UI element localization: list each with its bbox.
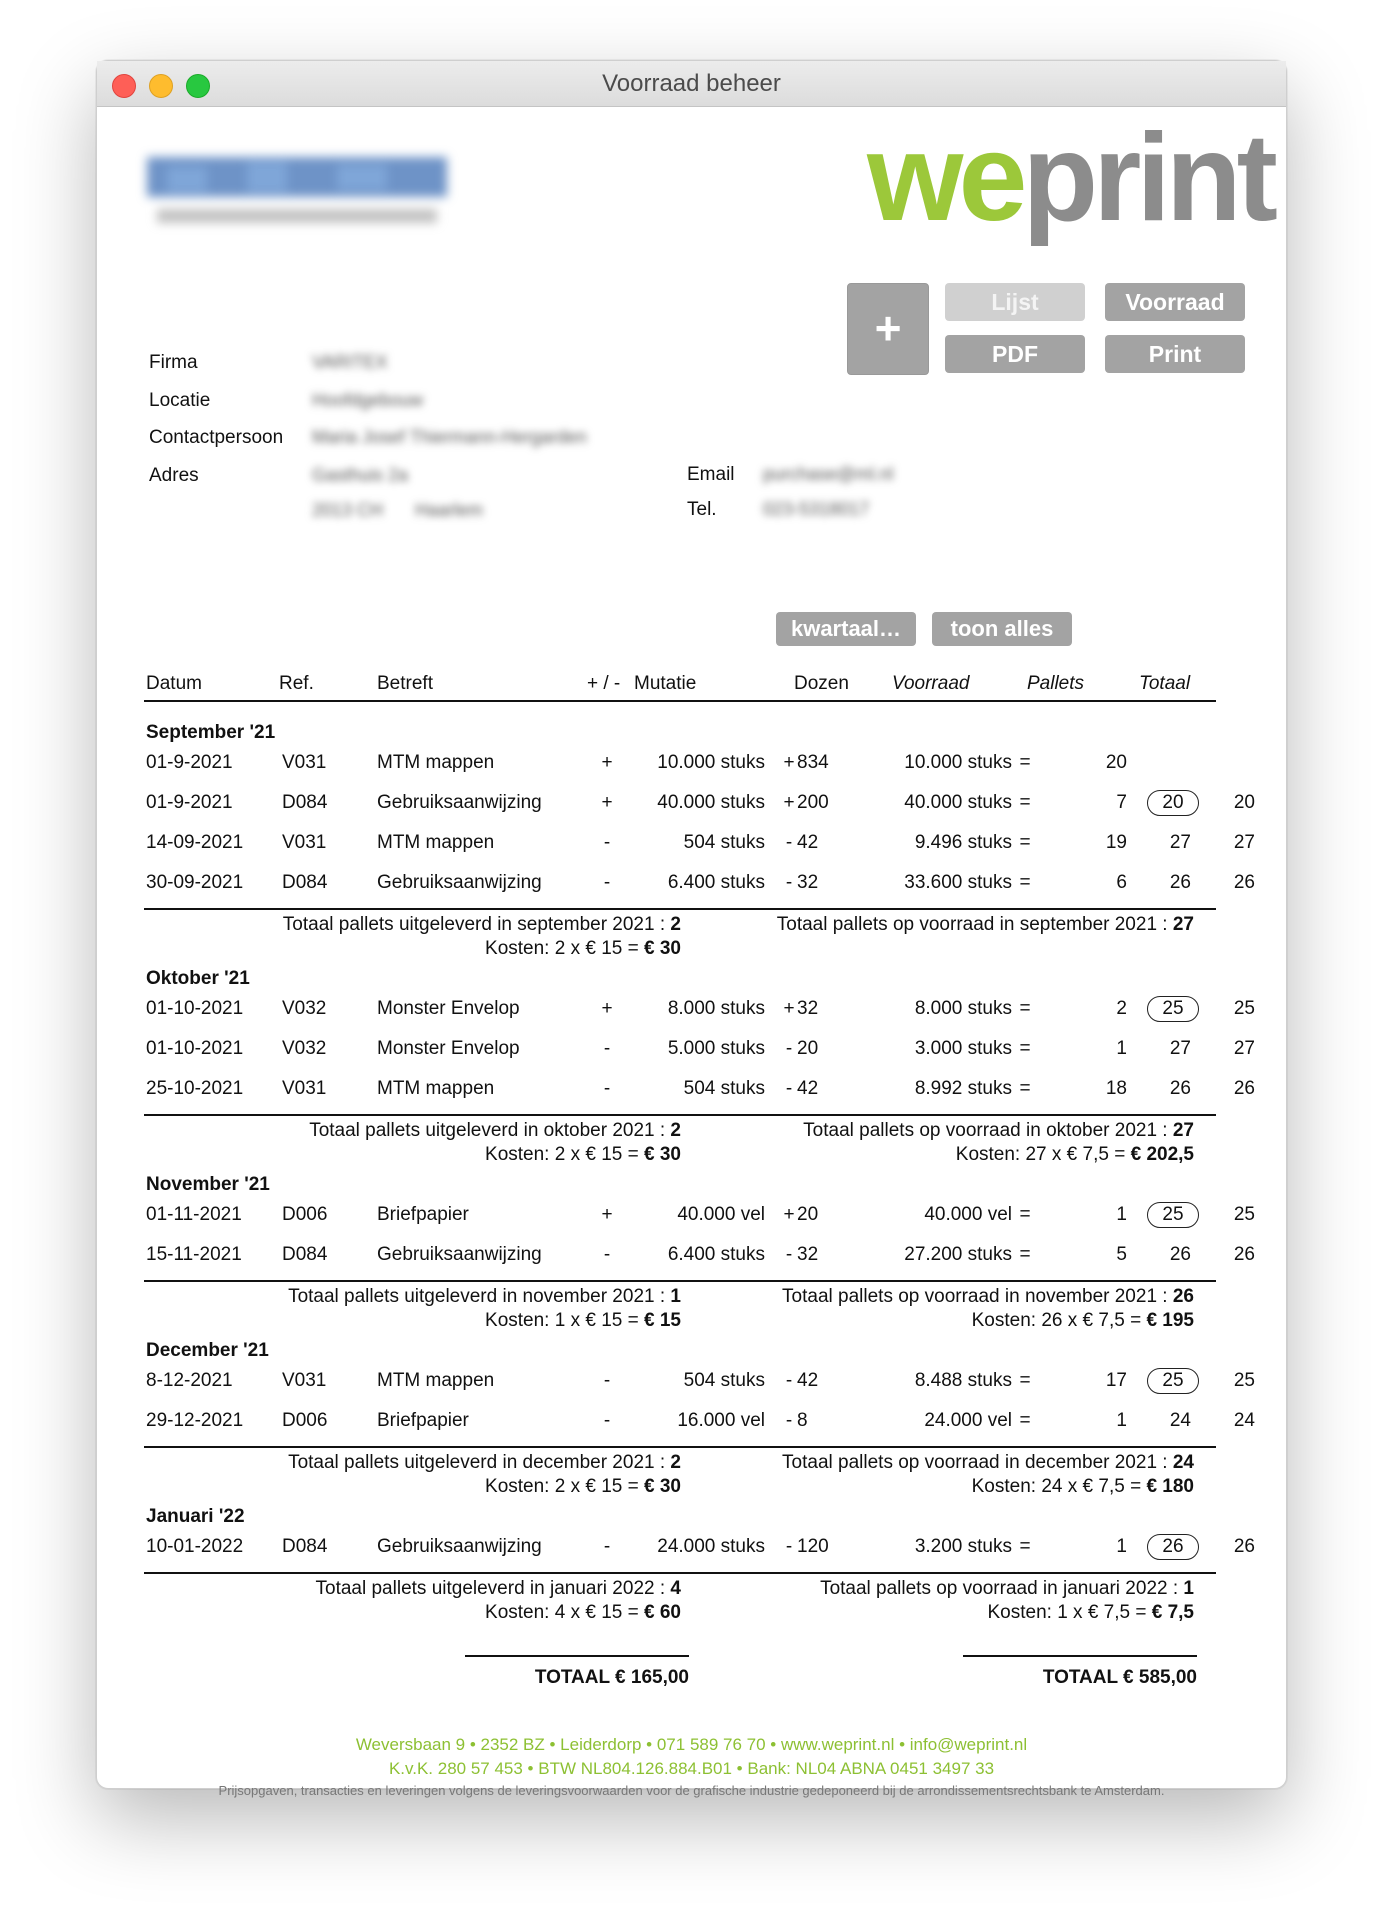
cell-last: 25 <box>1233 1204 1255 1225</box>
month-voorraad-kosten <box>634 1602 1194 1624</box>
cell-mutatie: 504 stuks <box>683 832 765 853</box>
cell-mutatie: 5.000 stuks <box>667 1038 765 1059</box>
circled-total-badge: 25 <box>1147 1202 1199 1228</box>
tel-label: Tel. <box>687 499 717 520</box>
month-uitgeleverd-total-label: Totaal pallets uitgeleverd in december 2021 : <box>288 1452 666 1473</box>
cell-dsign: - <box>785 1370 793 1391</box>
month-voorraad-kosten-value: € 180 <box>1146 1476 1194 1497</box>
cell-sign: - <box>603 1370 611 1391</box>
cell-datum: 01-11-2021 <box>146 1204 242 1225</box>
cell-pallets: 2 <box>1116 998 1127 1019</box>
circled-total-badge: 25 <box>1147 1368 1199 1394</box>
contactpersoon-label: Contactpersoon <box>149 427 284 448</box>
circled-total-badge: 26 <box>1147 1534 1199 1560</box>
cell-last: 20 <box>1233 792 1255 813</box>
cell-dozen: 8 <box>797 1410 808 1431</box>
month-uitgeleverd-kosten <box>121 1602 681 1624</box>
postcode-value: 2013 CH <box>312 500 384 520</box>
cell-voorraad: 40.000 stuks <box>904 792 1012 813</box>
cell-eq: = <box>1019 1038 1031 1059</box>
cell-mutatie: 504 stuks <box>683 1370 765 1391</box>
cell-dsign: - <box>785 872 793 893</box>
month-voorraad-total-value: 1 <box>1183 1578 1194 1599</box>
cell-datum: 15-11-2021 <box>146 1244 242 1265</box>
cell-totaal: 24 <box>1169 1410 1191 1431</box>
table-header <box>97 673 1286 703</box>
table-row[interactable] <box>97 1038 1286 1068</box>
cell-mutatie: 10.000 stuks <box>657 752 765 773</box>
table-row[interactable] <box>97 832 1286 862</box>
cell-dsign: + <box>783 752 795 773</box>
month-voorraad-total-label: Totaal pallets op voorraad in november 2021 : <box>782 1286 1168 1307</box>
cell-voorraad: 40.000 vel <box>924 1204 1012 1225</box>
cell-datum: 01-9-2021 <box>146 792 233 813</box>
cell-totaal: 27 <box>1169 832 1191 853</box>
firma-value: VARITEX <box>312 352 388 372</box>
month-voorraad-total-label: Totaal pallets op voorraad in september 2021 : <box>776 914 1168 935</box>
grand-total-voorraad: TOTAAL € 585,00 <box>1042 1667 1197 1688</box>
cell-pallets: 1 <box>1116 1410 1127 1431</box>
cell-pallets: 18 <box>1105 1078 1127 1099</box>
month-voorraad-kosten-label: Kosten: 1 x € 7,5 = <box>987 1602 1147 1623</box>
cell-eq: = <box>1019 872 1031 893</box>
cell-eq: = <box>1019 792 1031 813</box>
month-voorraad-total <box>634 1286 1194 1308</box>
cell-sign: - <box>603 872 611 893</box>
month-heading: November '21 <box>146 1174 270 1195</box>
cell-eq: = <box>1019 1410 1031 1431</box>
month-voorraad-kosten-label: Kosten: 27 x € 7,5 = <box>955 1144 1126 1165</box>
month-voorraad-total-label: Totaal pallets op voorraad in oktober 2021 : <box>803 1120 1168 1141</box>
month-uitgeleverd-total-label: Totaal pallets uitgeleverd in september 2021 : <box>282 914 666 935</box>
cell-last: 26 <box>1233 1244 1255 1265</box>
cell-betreft: Briefpapier <box>377 1204 469 1225</box>
month-voorraad-total-value: 24 <box>1172 1452 1194 1473</box>
cell-betreft: Gebruiksaanwijzing <box>377 1536 542 1557</box>
cell-voorraad: 33.600 stuks <box>904 872 1012 893</box>
cell-datum: 29-12-2021 <box>146 1410 244 1431</box>
email-label: Email <box>687 464 735 485</box>
cell-mutatie: 504 stuks <box>683 1078 765 1099</box>
month-uitgeleverd-total-label: Totaal pallets uitgeleverd in januari 2022 : <box>315 1578 666 1599</box>
grand-right-rule <box>963 1655 1197 1657</box>
cell-betreft: MTM mappen <box>377 832 495 853</box>
month-uitgeleverd-kosten-label: Kosten: 1 x € 15 = <box>485 1310 639 1331</box>
month-uitgeleverd-kosten <box>121 938 681 960</box>
cell-voorraad: 24.000 vel <box>924 1410 1012 1431</box>
month-voorraad-total-value: 27 <box>1172 1120 1194 1141</box>
cell-last: 27 <box>1233 832 1255 853</box>
firma-label: Firma <box>149 352 198 373</box>
cell-last: 25 <box>1233 998 1255 1019</box>
cell-dozen: 42 <box>797 1078 819 1099</box>
month-uitgeleverd-kosten-value: € 30 <box>644 1476 681 1497</box>
cell-betreft: Monster Envelop <box>377 1038 520 1059</box>
cell-ref: D006 <box>282 1410 328 1431</box>
month-voorraad-kosten-label: Kosten: 26 x € 7,5 = <box>971 1310 1142 1331</box>
cell-mutatie: 24.000 stuks <box>657 1536 765 1557</box>
cell-ref: V031 <box>282 1078 327 1099</box>
circled-total-badge: 25 <box>1147 996 1199 1022</box>
col-dozen: Dozen <box>794 673 849 694</box>
month-uitgeleverd-total <box>121 1120 681 1142</box>
month-rule <box>144 908 1216 910</box>
col-datum: Datum <box>146 673 202 694</box>
cell-last: 26 <box>1233 1536 1255 1557</box>
cell-betreft: Gebruiksaanwijzing <box>377 872 542 893</box>
cell-dozen: 20 <box>797 1038 819 1059</box>
add-button[interactable]: + <box>847 283 929 375</box>
col-mutatie: Mutatie <box>634 673 697 694</box>
cell-mutatie: 16.000 vel <box>677 1410 765 1431</box>
cell-voorraad: 8.992 stuks <box>914 1078 1012 1099</box>
cell-datum: 01-10-2021 <box>146 998 244 1019</box>
cell-dozen: 834 <box>797 752 829 773</box>
month-uitgeleverd-total <box>121 914 681 936</box>
cell-sign: - <box>603 832 611 853</box>
cell-last: 24 <box>1233 1410 1255 1431</box>
voorraad-button[interactable]: Voorraad <box>1105 283 1245 321</box>
cell-pallets: 1 <box>1116 1204 1127 1225</box>
month-uitgeleverd-kosten-value: € 30 <box>644 938 681 959</box>
cell-last: 26 <box>1233 872 1255 893</box>
window-title: Voorraad beheer <box>602 70 781 97</box>
cell-pallets: 5 <box>1116 1244 1127 1265</box>
document-content <box>97 107 1286 1798</box>
cell-betreft: MTM mappen <box>377 1370 495 1391</box>
grand-left-rule <box>465 1655 689 1657</box>
cell-dsign: - <box>785 1244 793 1265</box>
locatie-label: Locatie <box>149 390 211 411</box>
kwartaal-button[interactable]: kwartaal… <box>776 612 916 646</box>
contactpersoon-value: Maria Josef Thiermann-Hergarden <box>312 427 587 447</box>
cell-sign: + <box>601 1204 613 1225</box>
table-row[interactable] <box>97 792 1286 822</box>
cell-betreft: Monster Envelop <box>377 998 520 1019</box>
cell-ref: V032 <box>282 1038 327 1059</box>
cell-betreft: MTM mappen <box>377 1078 495 1099</box>
col-voorraad: Voorraad <box>892 673 970 694</box>
month-uitgeleverd-kosten-value: € 30 <box>644 1144 681 1165</box>
adres-value: Gasthuis 2a <box>312 465 409 485</box>
footer-company-info: K.v.K. 280 57 453 • BTW NL804.126.884.B01 • Bank: NL04 ABNA 0451 3497 33 <box>388 1759 995 1778</box>
month-uitgeleverd-total-value: 2 <box>670 1452 681 1473</box>
cell-mutatie: 40.000 vel <box>677 1204 765 1225</box>
table-row[interactable] <box>97 872 1286 902</box>
cell-totaal: 26 <box>1169 1078 1191 1099</box>
month-voorraad-kosten-label: Kosten: 24 x € 7,5 = <box>971 1476 1142 1497</box>
month-uitgeleverd-total-label: Totaal pallets uitgeleverd in oktober 2021 : <box>309 1120 666 1141</box>
client-logo-image <box>137 147 467 247</box>
cell-eq: = <box>1019 1370 1031 1391</box>
month-uitgeleverd-total-label: Totaal pallets uitgeleverd in november 2021 : <box>288 1286 666 1307</box>
cell-dsign: - <box>785 1038 793 1059</box>
cell-sign: - <box>603 1038 611 1059</box>
month-voorraad-total-value: 27 <box>1172 914 1194 935</box>
cell-eq: = <box>1019 1078 1031 1099</box>
tel-value: 023-5318017 <box>763 499 870 519</box>
col-plusmin: + / - <box>587 673 621 694</box>
cell-eq: = <box>1019 752 1031 773</box>
cell-dozen: 200 <box>797 792 829 813</box>
cell-pallets: 20 <box>1105 752 1127 773</box>
table-row[interactable] <box>97 998 1286 1028</box>
cell-datum: 30-09-2021 <box>146 872 244 893</box>
month-voorraad-total-value: 26 <box>1172 1286 1194 1307</box>
title-bar[interactable] <box>97 61 1286 107</box>
cell-dozen: 42 <box>797 832 819 853</box>
cell-ref: V031 <box>282 1370 327 1391</box>
cell-ref: V032 <box>282 998 327 1019</box>
cell-mutatie: 8.000 stuks <box>667 998 765 1019</box>
col-ref: Ref. <box>279 673 314 694</box>
cell-dsign: + <box>783 792 795 813</box>
cell-datum: 01-10-2021 <box>146 1038 244 1059</box>
month-uitgeleverd-total <box>121 1286 681 1308</box>
cell-voorraad: 8.488 stuks <box>914 1370 1012 1391</box>
cell-sign: + <box>601 792 613 813</box>
cell-datum: 8-12-2021 <box>146 1370 233 1391</box>
col-totaal: Totaal <box>1139 673 1191 694</box>
cell-voorraad: 10.000 stuks <box>904 752 1012 773</box>
header-rule <box>144 700 1216 702</box>
month-voorraad-total-label: Totaal pallets op voorraad in januari 2022 : <box>820 1578 1179 1599</box>
cell-betreft: Gebruiksaanwijzing <box>377 792 542 813</box>
cell-dsign: - <box>785 1410 793 1431</box>
month-uitgeleverd-total-value: 4 <box>670 1578 681 1599</box>
month-uitgeleverd-kosten-value: € 60 <box>644 1602 681 1623</box>
cell-totaal: 27 <box>1169 1038 1191 1059</box>
cell-ref: V031 <box>282 832 327 853</box>
cell-datum: 01-9-2021 <box>146 752 233 773</box>
month-voorraad-total <box>634 1120 1194 1142</box>
cell-dozen: 32 <box>797 998 819 1019</box>
pdf-button[interactable]: PDF <box>945 335 1085 373</box>
cell-pallets: 1 <box>1116 1536 1127 1557</box>
footer-address: Weversbaan 9 • 2352 BZ • Leiderdorp • 071 589 76 70 • www.weprint.nl • info@weprint.nl <box>355 1735 1028 1754</box>
cell-voorraad: 27.200 stuks <box>904 1244 1012 1265</box>
month-voorraad-kosten-value: € 7,5 <box>1151 1602 1194 1623</box>
month-voorraad-total-label: Totaal pallets op voorraad in december 2021 : <box>782 1452 1168 1473</box>
cell-voorraad: 3.000 stuks <box>914 1038 1012 1059</box>
month-uitgeleverd-kosten-label: Kosten: 2 x € 15 = <box>485 1144 639 1165</box>
month-heading: Januari '22 <box>146 1506 245 1527</box>
cell-totaal: 26 <box>1169 1244 1191 1265</box>
cell-betreft: Briefpapier <box>377 1410 469 1431</box>
cell-dsign: + <box>783 998 795 1019</box>
cell-ref: D084 <box>282 872 328 893</box>
month-rule <box>144 1114 1216 1116</box>
month-voorraad-total <box>634 1578 1194 1600</box>
cell-dsign: - <box>785 832 793 853</box>
weprint-logo: weprint <box>867 109 1273 247</box>
cell-dsign: - <box>785 1536 793 1557</box>
table-row[interactable] <box>97 1410 1286 1440</box>
month-rule <box>144 1572 1216 1574</box>
cell-eq: = <box>1019 998 1031 1019</box>
cell-mutatie: 6.400 stuks <box>667 1244 765 1265</box>
cell-dozen: 32 <box>797 1244 819 1265</box>
cell-datum: 14-09-2021 <box>146 832 244 853</box>
month-rule <box>144 1280 1216 1282</box>
cell-voorraad: 9.496 stuks <box>914 832 1012 853</box>
month-voorraad-kosten-value: € 195 <box>1146 1310 1194 1331</box>
month-uitgeleverd-kosten-label: Kosten: 4 x € 15 = <box>485 1602 639 1623</box>
month-uitgeleverd-total-value: 1 <box>670 1286 681 1307</box>
cell-voorraad: 8.000 stuks <box>914 998 1012 1019</box>
month-uitgeleverd-kosten <box>121 1310 681 1332</box>
cell-eq: = <box>1019 1244 1031 1265</box>
adres-label: Adres <box>149 465 199 486</box>
cell-last: 27 <box>1233 1038 1255 1059</box>
cell-datum: 25-10-2021 <box>146 1078 244 1099</box>
cell-dsign: - <box>785 1078 793 1099</box>
locatie-value: Hoofdgebouw <box>312 390 424 410</box>
lijst-button[interactable]: Lijst <box>945 283 1085 321</box>
month-voorraad-kosten <box>634 1476 1194 1498</box>
cell-sign: - <box>603 1078 611 1099</box>
cell-dozen: 32 <box>797 872 819 893</box>
cell-eq: = <box>1019 1536 1031 1557</box>
table-row[interactable] <box>97 1204 1286 1234</box>
cell-mutatie: 40.000 stuks <box>657 792 765 813</box>
cell-pallets: 19 <box>1105 832 1127 853</box>
cell-datum: 10-01-2022 <box>146 1536 244 1557</box>
cell-mutatie: 6.400 stuks <box>667 872 765 893</box>
table-row[interactable] <box>97 1536 1286 1566</box>
month-uitgeleverd-total <box>121 1578 681 1600</box>
cell-last: 25 <box>1233 1370 1255 1391</box>
col-betreft: Betreft <box>377 673 433 694</box>
cell-eq: = <box>1019 1204 1031 1225</box>
month-heading: September '21 <box>146 722 276 743</box>
table-row[interactable] <box>97 1370 1286 1400</box>
cell-ref: V031 <box>282 752 327 773</box>
month-voorraad-total <box>634 1452 1194 1474</box>
month-uitgeleverd-kosten-label: Kosten: 2 x € 15 = <box>485 938 639 959</box>
cell-dozen: 120 <box>797 1536 829 1557</box>
month-voorraad-total <box>634 914 1194 936</box>
toon-alles-button[interactable]: toon alles <box>932 612 1072 646</box>
grand-total-uitgeleverd: TOTAAL € 165,00 <box>534 1667 689 1688</box>
circled-total-badge: 20 <box>1147 790 1199 816</box>
cell-sign: - <box>603 1410 611 1431</box>
month-voorraad-kosten <box>634 1310 1194 1332</box>
cell-sign: - <box>603 1244 611 1265</box>
month-uitgeleverd-kosten <box>121 1476 681 1498</box>
cell-pallets: 17 <box>1105 1370 1127 1391</box>
month-voorraad-kosten <box>634 1144 1194 1166</box>
cell-sign: + <box>601 752 613 773</box>
cell-eq: = <box>1019 832 1031 853</box>
cell-last: 26 <box>1233 1078 1255 1099</box>
month-uitgeleverd-total <box>121 1452 681 1474</box>
cell-ref: D084 <box>282 1536 328 1557</box>
cell-sign: - <box>603 1536 611 1557</box>
cell-ref: D084 <box>282 792 328 813</box>
cell-dsign: + <box>783 1204 795 1225</box>
cell-pallets: 1 <box>1116 1038 1127 1059</box>
cell-sign: + <box>601 998 613 1019</box>
cell-betreft: Gebruiksaanwijzing <box>377 1244 542 1265</box>
month-uitgeleverd-total-value: 2 <box>670 1120 681 1141</box>
month-heading: Oktober '21 <box>146 968 250 989</box>
cell-pallets: 7 <box>1116 792 1127 813</box>
table-row[interactable] <box>97 752 1286 782</box>
month-heading: December '21 <box>146 1340 269 1361</box>
month-voorraad-kosten-value: € 202,5 <box>1130 1144 1194 1165</box>
cell-dozen: 20 <box>797 1204 819 1225</box>
cell-ref: D084 <box>282 1244 328 1265</box>
cell-totaal: 26 <box>1169 872 1191 893</box>
table-row[interactable] <box>97 1078 1286 1108</box>
cell-voorraad: 3.200 stuks <box>914 1536 1012 1557</box>
print-button[interactable]: Print <box>1105 335 1245 373</box>
cell-ref: D006 <box>282 1204 328 1225</box>
app-window <box>96 60 1287 1798</box>
footer-terms: Prijsopgaven, transacties en leveringen volgens de leveringsvoorwaarden voor de grafische industrie gedeponeerd bij de arrondissementsrechtsbank te Amsterdam. <box>218 1783 1165 1798</box>
month-uitgeleverd-kosten <box>121 1144 681 1166</box>
plaats-value: Haarlem <box>415 500 484 520</box>
cell-dozen: 42 <box>797 1370 819 1391</box>
email-value: purchase@ml.nl <box>763 464 894 484</box>
col-pallets: Pallets <box>1027 673 1085 694</box>
table-row[interactable] <box>97 1244 1286 1274</box>
month-uitgeleverd-kosten-value: € 15 <box>644 1310 681 1331</box>
month-uitgeleverd-kosten-label: Kosten: 2 x € 15 = <box>485 1476 639 1497</box>
cell-betreft: MTM mappen <box>377 752 495 773</box>
month-uitgeleverd-total-value: 2 <box>670 914 681 935</box>
cell-pallets: 6 <box>1116 872 1127 893</box>
month-rule <box>144 1446 1216 1448</box>
